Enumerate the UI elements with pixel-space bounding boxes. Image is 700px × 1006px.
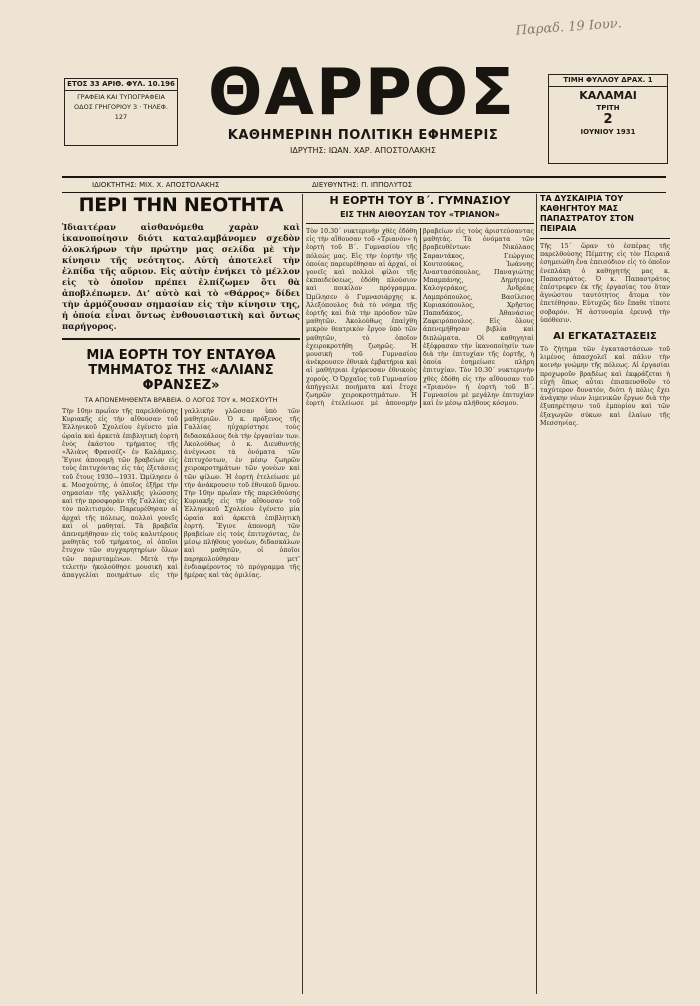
headline-papastratos: ΤΑ ΔΥΣΚΑΙΡΙΑ ΤΟΥ ΚΑΘΗΓΗΤΟΥ ΜΑΣ ΠΑΠΑΣΤΡΑΤΟΥ ΣΤΟΝ ΠΕΙΡΑΙΑ	[540, 194, 635, 233]
offices-label: ΓΡΑΦΕΙΑ ΚΑΙ ΤΥΠΟΓΡΑΦΕΙΑ	[77, 93, 165, 101]
column-rule	[302, 194, 303, 994]
price-label: ΤΙΜΗ ΦΥΛΛΟΥ ΔΡΑΧ. 1	[563, 76, 653, 84]
handwritten-note: Παραδ. 19 Ιουν.	[515, 16, 623, 39]
headline-youth: ΠΕΡΙ ΤΗΝ ΝΕΟΤΗΤΑ	[78, 194, 284, 216]
column-youth	[62, 194, 300, 1000]
publisher-bar	[62, 176, 666, 193]
column-right	[540, 194, 670, 1000]
subhead-gymnasium: ΕΙΣ ΤΗΝ ΑΙΘΟΥΣΑΝ ΤΟΥ «ΤΡΙΑΝΟΝ»	[340, 210, 500, 219]
day-number: 2	[603, 112, 613, 127]
section-installations: ΑΙ ΕΓΚΑΤΑΣΤΑΣΕΙΣ	[553, 331, 657, 343]
weekday: ΤΡΙΤΗ	[596, 104, 620, 112]
article-alliance-body: Τὴν 10ην πρωΐαν τῆς παρελθούσης Κυριακῆς εἰς τὴν αἴθουσαν τοῦ Ἑλληνικοῦ Σχολείου ἐγένετο μία ὡραία καὶ ἀρκετὰ ἐπιβλητικὴ ἑορτὴ ἑνὸς ἑκάστου τμήματος τῆς «Ἀλιὰνς Φρανσέζ» ἐν Καλάμαις. Ἔγινε ἀπονομὴ τῶν βραβείων εἰς τοὺς ἐπιτυχόντας εἰς τὰς ἐξετάσεις τοῦ ἔτους 1930—1931. Ὡμίλησεν ὁ κ. Μοσχούτης, ὁ ὁποῖος ἐξῆρε τὴν σημασίαν τῆς γαλλικῆς γλώσσης καὶ τὴν προσφορὰν τῆς Γαλλίας εἰς τὸν πολιτισμόν. Παρευρέθησαν αἱ ἀρχαὶ τῆς πόλεως, πολλοὶ γονεῖς καὶ οἱ μαθηταί. Τὰ βραβεῖα ἀπενεμήθησαν εἰς τοὺς καλυτέρους μαθητὰς τοῦ τμήματος, οἱ ὁποῖοι ἔτυχον τῶν συγχαρητηρίων ὅλων τῶν παρισταμένων. Μετὰ τὴν τελετὴν ἠκολούθησε μουσικὴ καὶ ἀπαγγελίαι ποιημάτων εἰς τὴν γαλλικὴν γλῶσσαν ὑπὸ τῶν μαθητριῶν. Ὁ κ. πρόξενος τῆς Γαλλίας ηὐχαρίστησε τοὺς διδασκάλους διὰ τὴν ἐργασίαν των. Ἀκολούθως ὁ κ. Διευθυντὴς ἀνέγνωσε τὰ ὀνόματα τῶν ἐπιτυχόντων, ἐν μέσῳ ζωηρῶν χειροκροτημάτων τῶν γονέων καὶ τῶν φίλων. Ἡ ἑορτὴ ἐτελείωσε μὲ τὴν ἀνάκρουσιν τοῦ ἐθνικοῦ ὕμνου. Τὴν 10ην πρωΐαν τῆς παρελθούσης Κυριακῆς εἰς τὴν αἴθουσαν τοῦ Ἑλληνικοῦ Σχολείου ἐγένετο μία ὡραία καὶ ἀρκετὰ ἐπιβλητικὴ ἑορτή. Ἔγινε ἀπονομὴ τῶν βραβείων εἰς τοὺς ἐπιτυχόντας, ἐν μέσῳ πλήθους γονέων, διδασκάλων καὶ μαθητῶν, οἱ ὁποῖοι παρηκολούθησαν μετ’ ἐνδιαφέροντος τὸ πρόγραμμα τῆς ἡμέρας καὶ τὰς ὁμιλίας.	[62, 408, 300, 580]
newspaper-subtitle: ΚΑΘΗΜΕΡΙΝΗ ΠΟΛΙΤΙΚΗ ΕΦΗΜΕΡΙΣ	[227, 128, 499, 143]
publisher: ΙΔΙΟΚΤΗΤΗΣ: ΜΙΧ. Χ. ΑΠΟΣΤΟΛΑΚΗΣ	[92, 181, 220, 189]
headline-gymnasium: Η ΕΟΡΤΗ ΤΟΥ Β΄. ΓΥΜΝΑΣΙΟΥ	[329, 194, 511, 207]
divider	[62, 338, 300, 340]
issue-number: ΕΤΟΣ 33 ΑΡΙΘ. ΦΥΛ. 10.196	[67, 80, 175, 88]
offices-address: ΟΔΟΣ ΓΡΗΓΟΡΙΟΥ 3 · ΤΗΛΕΦ. 127	[74, 103, 168, 121]
month-year: ΙΟΥΝΙΟΥ 1931	[580, 128, 636, 136]
masthead	[58, 58, 668, 178]
director: ΔΙΕΥΘΥΝΤΗΣ: Π. ΙΠΠΟΛΥΤΟΣ	[312, 181, 413, 189]
article-papastratos-body: Τῆς 15΄ ὥραν τὸ ἑσπέρας τῆς παρελθούσης Πέμπτης εἰς τὸν Πειραιᾶ ἐσημειώθη ἕνα ἐπεισόδιον εἰς τὸ ὁποῖον ἐνεπλάκη ὁ καθηγητής μας κ. Παπαστράτος. Ὁ κ. Παπαστράτος ἐπέστρεφεν ἐκ τῆς ἐργασίας του ὅταν ἀγνώστου ταυτότητος ἄτομα τὸν ἐπετέθησαν. Εὐτυχῶς δὲν ἔπαθε τίποτε σοβαρόν. Ἡ ἀστυνομία ἐρευνᾷ τὴν ὑπόθεσιν.	[540, 243, 670, 324]
kicker-alliance: ΤΑ ΑΠΟΝΕΜΗΘΕΝΤΑ ΒΡΑΒΕΙΑ. Ο ΛΟΓΟΣ ΤΟΥ κ. ΜΟΣΧΟΥΤΗ	[84, 396, 278, 404]
column-rule	[536, 194, 537, 994]
newspaper-title: ΘΑΡΡΟΣ	[208, 56, 516, 130]
city-name: ΚΑΛΑΜΑΙ	[579, 89, 637, 102]
divider	[306, 223, 534, 224]
lead-paragraph: Ἰδιαιτέραν αἰσθανόμεθα χαρὰν καὶ ἱκανοποίησιν διότι καταλαμβάνομεν σχεδὸν ὁλοκλήρων τὴν πρώτην μας σελίδα μὲ τὴν κίνησιν τῆς νεότητος. Αὐτὴ ἀποτελεῖ τὴν ἐλπίδα τῆς αὔριον. Εἰς αὐτὴν ἐνήκει τὸ μέλλον εἰς τὸ ὁποῖον πρέπει ἐλπίζωμεν ὅτι θὰ ἀποβλέπωμεν. Δι’ αὐτὸ καὶ τὸ «Θάρρος» δίδει τὴν ἀρμόζουσαν σημασίαν εἰς τὴν κίνησιν της, ἡ ὁποία εἶναι ὄντως ἐνθουσιαστικὴ καὶ ὄντως παρήγορος.	[62, 222, 300, 331]
founder-line: ΙΔΡΥΤΗΣ: ΙΩΑΝ. ΧΑΡ. ΑΠΟΣΤΟΛΑΚΗΣ	[290, 146, 436, 155]
date-box	[548, 74, 668, 164]
headline-alliance: ΜΙΑ ΕΟΡΤΗ ΤΟΥ ΕΝΤΑΥΘΑ ΤΜΗΜΑΤΟΣ ΤΗΣ «ΑΛΙΑΝΣ ΦΡΑΝΣΕΖ»	[86, 348, 276, 393]
issue-box	[64, 78, 178, 146]
article-installations-body: Τὸ ζήτημα τῶν ἐγκαταστάσεων τοῦ λιμένος ἀπασχολεῖ καὶ πάλιν τὴν κοινὴν γνώμην τῆς πόλεως. Αἱ ἐργασίαι προχωροῦν βραδέως καὶ ἐκφράζεται ἡ εὐχὴ ὅπως αὗται ἐπισπευσθοῦν τὸ ταχύτερον δυνατόν, διότι ἡ πόλις ἔχει ἀνάγκην νέων λιμενικῶν ἔργων διὰ τὴν ἐξυπηρέτησιν τοῦ ἐμπορίου καὶ τῶν ἐξαγωγῶν σύκων καὶ ἐλαίων τῆς Μεσσηνίας.	[540, 346, 670, 427]
article-gymnasium-body: Τὸν 10.30΄ νυκτερινὴν χθὲς ἐδόθη εἰς τὴν αἴθουσαν τοῦ «Τριανόν» ἡ ἑορτὴ τοῦ Β΄. Γυμνασίου τῆς πόλεώς μας. Εἰς τὴν ἑορτὴν τῆς ὁποίας παρευρέθησαν αἱ ἀρχαί, οἱ γονεῖς καὶ πολλοὶ φίλοι τῆς ἐκπαιδεύσεως, ἐδόθη πλούσιον καὶ ποικίλον πρόγραμμα. Ὡμίλησεν ὁ Γυμνασιάρχης κ. Ἀλεξόπουλος διὰ τὸ νόημα τῆς ἑορτῆς καὶ διὰ τὴν πρόοδον τῶν μαθητῶν. Ἀκολούθως ἐπαίχθη μικρὸν θεατρικὸν ἔργον ὑπὸ τῶν μαθητῶν, τὸ ὁποῖον ἐχειροκροτήθη ζωηρῶς. Ἡ μουσικὴ τοῦ Γυμνασίου ἀνέκρουσεν ἐθνικὰ ἐμβατήρια καὶ αἱ μαθήτριαι ἐχόρευσαν ἐθνικοὺς χορούς. Ὁ Ὀρχαῖος τοῦ Γυμνασίου ἀπήγγειλε ποιήματα καὶ ἔτυχε ζωηρῶν χειροκροτημάτων. Ἡ ἑορτὴ ἐτελείωσε μὲ ἀπονομὴν βραβείων εἰς τοὺς ἀριστεύσαντας μαθητάς. Τὰ ὀνόματα τῶν βραβευθέντων: Νικόλαος Σαραντάκος, Γεώργιος Κουτσούκος, Ἰωάννης Ἀναστασόπουλος, Παναγιώτης Μπαμπάνης, Δημήτριος Καλογεράκος, Ἀνδρέας Λαμπρόπουλος, Βασίλειος Κυριακόπουλος, Χρῆστος Παπαδάκος, Ἀθανάσιος Ζαφειρόπουλος. Εἰς ὅλους ἀπενεμήθησαν βιβλία καὶ διπλώματα. Οἱ καθηγηταὶ ἐξέφρασαν τὴν ἱκανοποίησίν των διὰ τὴν ἐπιτυχίαν τῆς ἑορτῆς, ἡ ὁποία ἐσημείωσε πλήρη ἐπιτυχίαν. Τὸν 10.30΄ νυκτερινὴν χθὲς ἐδόθη εἰς τὴν αἴθουσαν τοῦ «Τριανόν» ἡ ἑορτὴ τοῦ Β΄. Γυμνασίου μὲ μεγάλην ἐπιτυχίαν καὶ ἐν μέσῳ πλήθους κόσμου.	[306, 228, 534, 408]
column-gymnasium	[306, 194, 534, 1000]
divider	[540, 238, 670, 239]
